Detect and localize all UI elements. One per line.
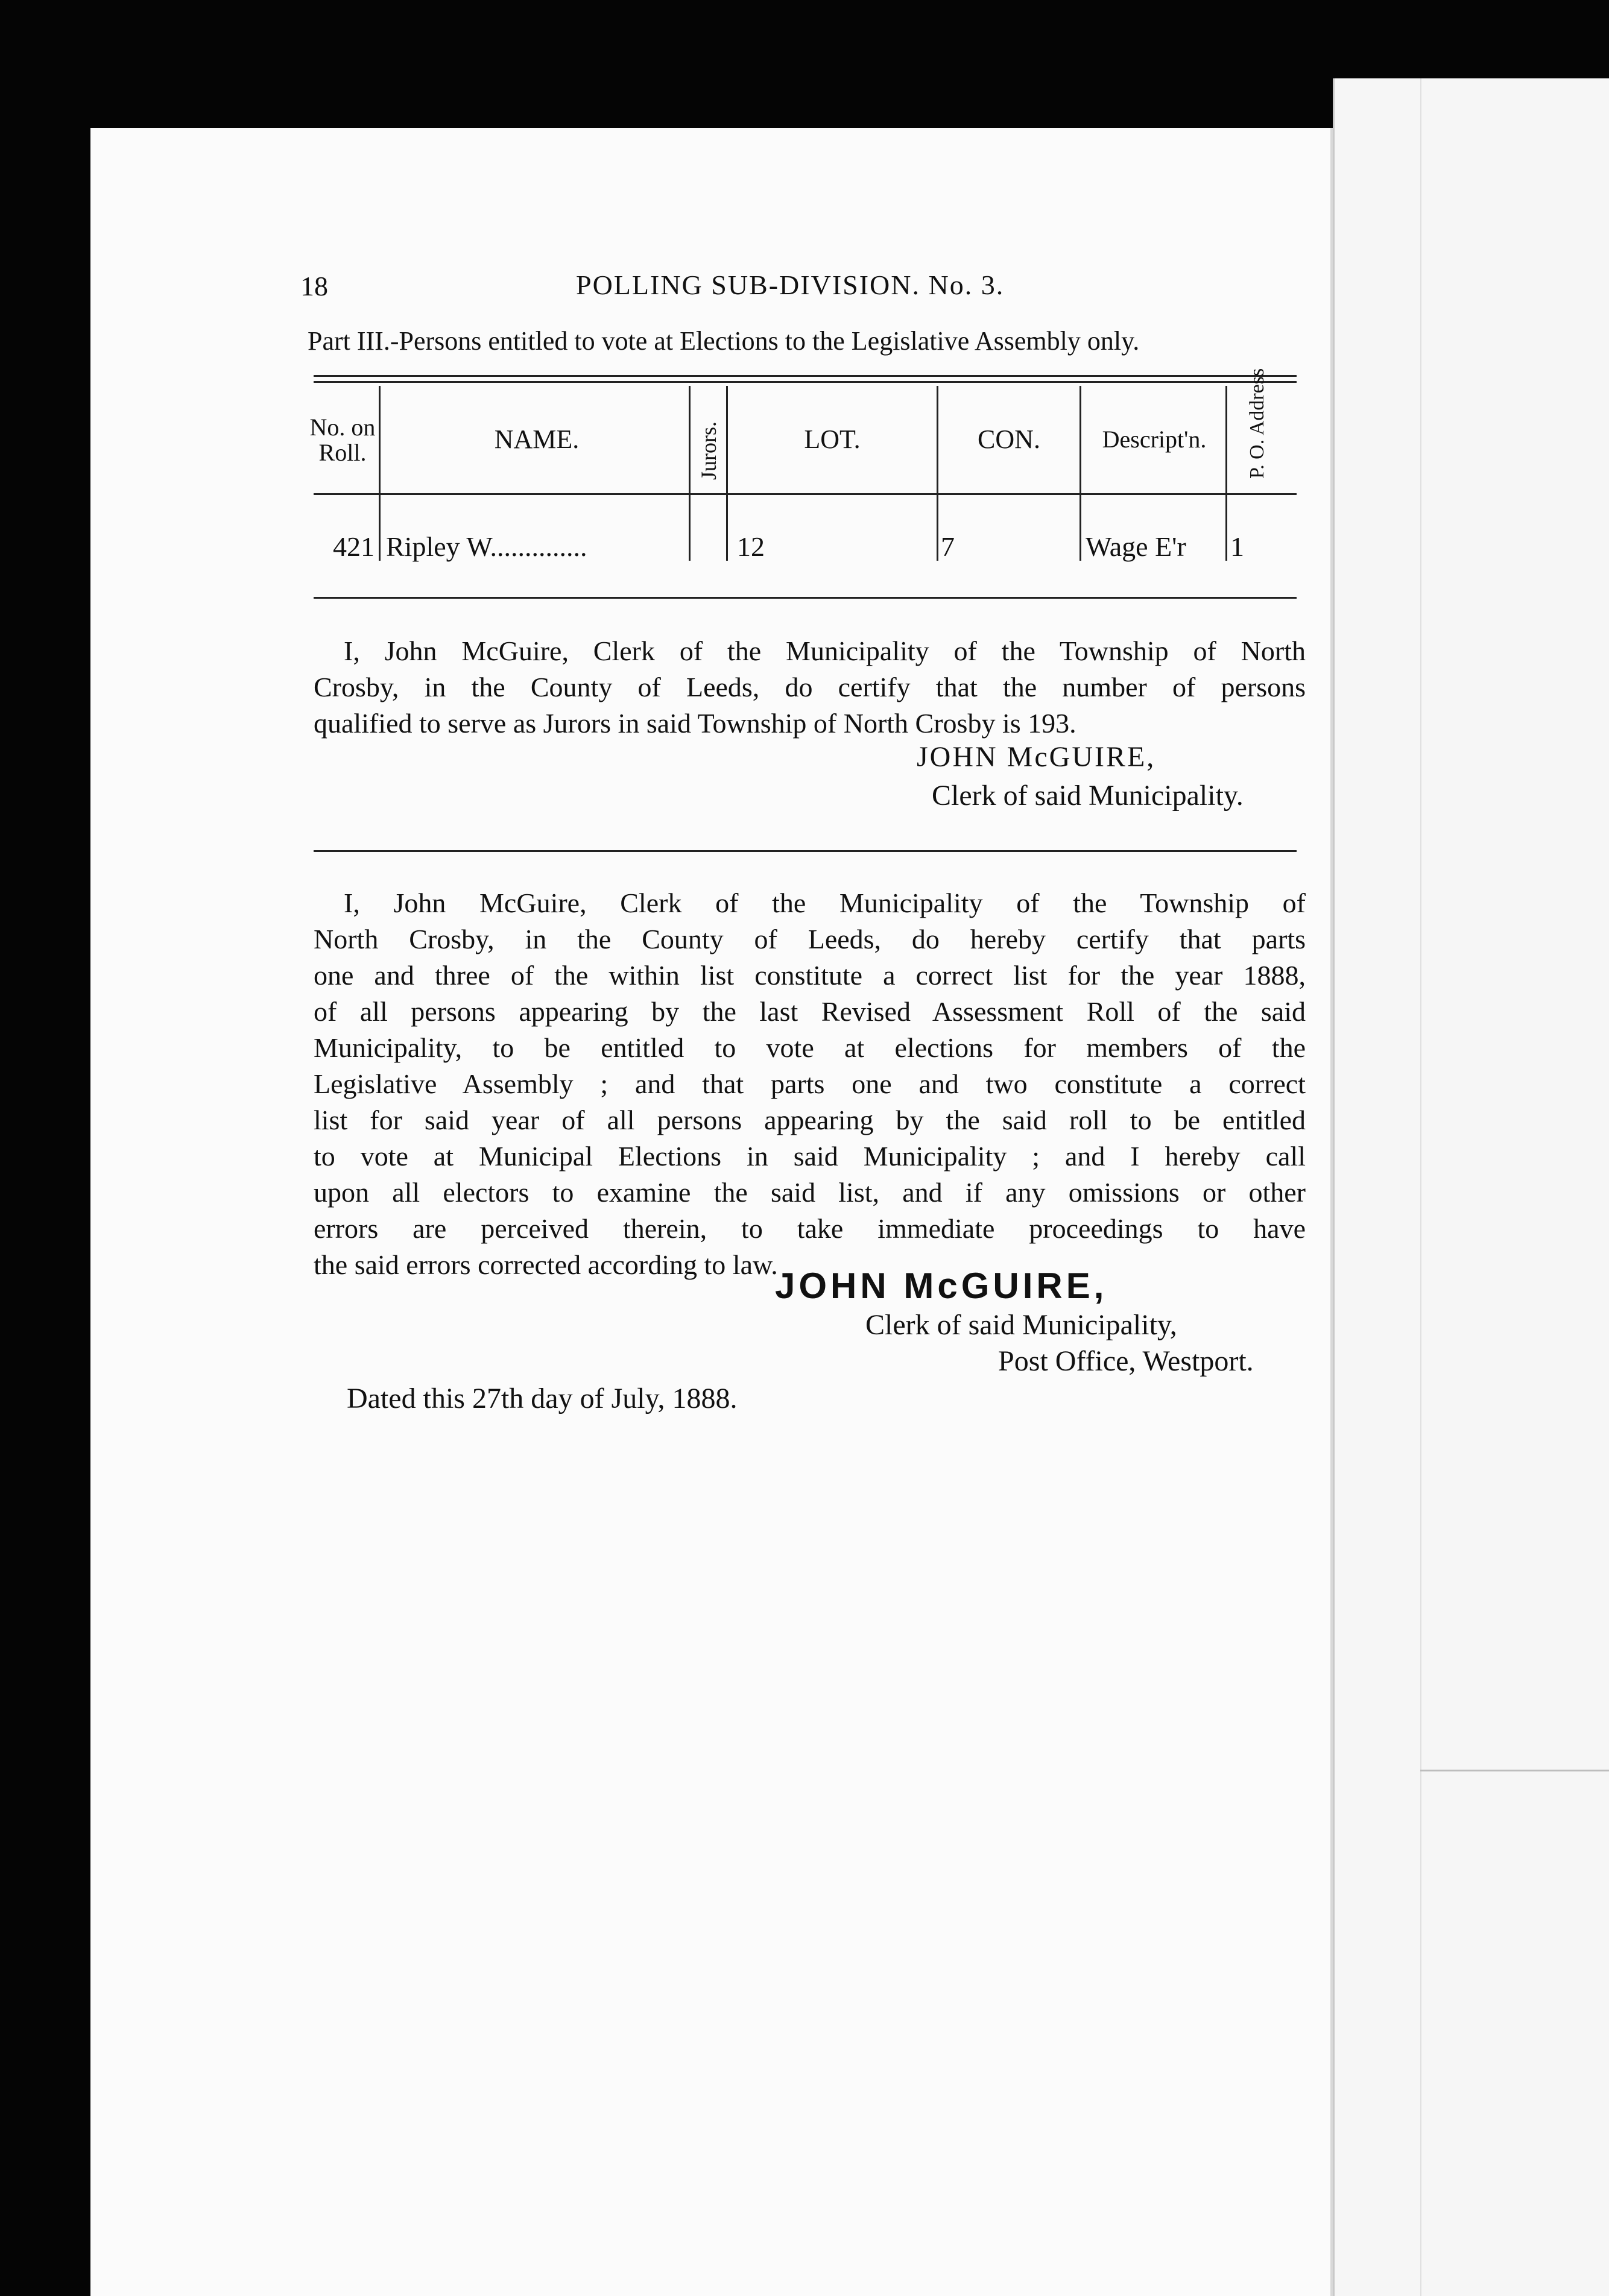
cell-description: Wage E'r: [1086, 531, 1186, 562]
col-header-jurors: Jurors.: [697, 421, 721, 480]
part-title: Part III.-Persons entitled to vote at Elections to the Legislative Assembly only.: [308, 326, 1140, 356]
table-bottom-rule: [314, 597, 1297, 599]
cell-name: Ripley W..............: [386, 531, 587, 562]
col-header-lot: LOT.: [804, 424, 861, 454]
col-divider: [379, 386, 381, 561]
signature-address: Post Office, Westport.: [998, 1345, 1254, 1377]
col-divider: [726, 386, 728, 561]
voters-list-certificate: [314, 885, 1306, 1283]
signature-name: JOHN McGUIRE,: [917, 741, 1156, 773]
cell-roll-number: 421: [333, 531, 375, 562]
signature-title: Clerk of said Municipality,: [865, 1309, 1177, 1341]
table-top-rule-2: [314, 381, 1297, 383]
col-divider: [1225, 386, 1227, 561]
certificate-line: qualified to serve as Jurors in said Township of North Crosby is 193.: [314, 708, 1076, 739]
signature-title: Clerk of said Municipality.: [932, 780, 1244, 812]
col-header-con: CON.: [978, 424, 1040, 454]
cell-po-address: 1: [1230, 531, 1244, 562]
certificate-line: the said errors corrected according to law.: [314, 1249, 778, 1280]
section-rule: [314, 850, 1297, 852]
col-divider: [937, 386, 938, 561]
signature-name-bold: JOHN McGUIRE,: [775, 1266, 1108, 1306]
certificate-line: to vote at Municipal Elections in said Municipality ; and I hereby call: [314, 1141, 1306, 1172]
cell-lot: 12: [737, 531, 765, 562]
table-top-rule: [314, 375, 1297, 377]
certificate-line: errors are perceived therein, to take immediate proceedings to have: [314, 1213, 1306, 1244]
certificate-line: upon all electors to examine the said list, and if any omissions or other: [314, 1177, 1306, 1208]
adjacent-page-edge: [1420, 78, 1421, 2296]
dated-line: Dated this 27th day of July, 1888.: [347, 1383, 738, 1414]
page-header-title: POLLING SUB-DIVISION. No. 3.: [576, 270, 1005, 300]
certificate-line: Municipality, to be entitled to vote at elections for members of the: [314, 1032, 1306, 1063]
certificate-line: Legislative Assembly ; and that parts one and two constitute a correct: [314, 1068, 1306, 1099]
certificate-line: one and three of the within list constitute a correct list for the year 1888,: [314, 960, 1306, 991]
col-divider: [689, 386, 691, 561]
col-header-description: Descript'n.: [1102, 426, 1207, 453]
col-divider: [1080, 386, 1081, 561]
jurors-certificate: [314, 633, 1306, 742]
page-number: 18: [300, 271, 328, 301]
col-header-po-address: P. O. Address: [1246, 368, 1268, 479]
adjacent-page: [1333, 78, 1609, 2296]
col-header-roll: No. on Roll.: [309, 414, 376, 466]
cell-con: 7: [941, 531, 955, 562]
certificate-line: North Crosby, in the County of Leeds, do hereby certify that parts: [314, 924, 1306, 954]
certificate-line: of all persons appearing by the last Revised Assessment Roll of the said: [314, 996, 1306, 1027]
certificate-line: I, John McGuire, Clerk of the Municipality of the Township of: [344, 888, 1306, 918]
col-header-name: NAME.: [494, 424, 580, 454]
certificate-line: list for said year of all persons appearing by the said roll to be entitled: [314, 1105, 1306, 1135]
certificate-line: Crosby, in the County of Leeds, do certify that the number of persons: [314, 672, 1306, 702]
certificate-line: I, John McGuire, Clerk of the Municipality of the Township of North: [344, 636, 1306, 666]
table-header-rule: [314, 493, 1297, 495]
adjacent-page-rule: [1420, 1770, 1609, 1771]
